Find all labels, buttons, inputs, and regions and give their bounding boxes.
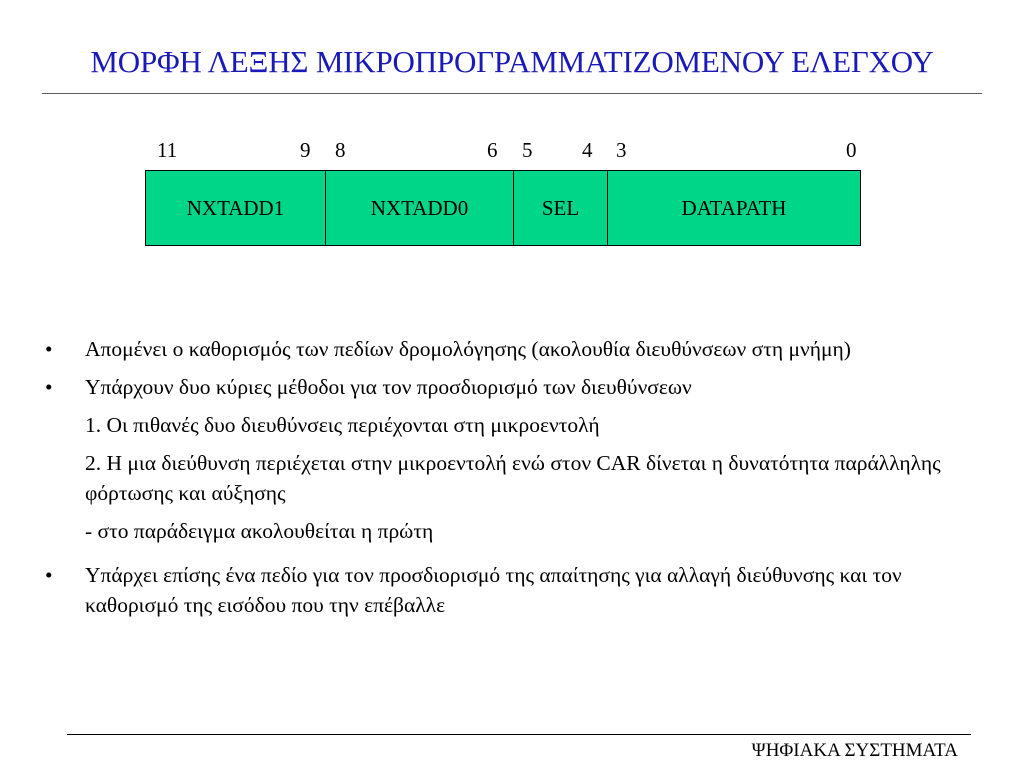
bit-label-5: 5 (522, 138, 533, 162)
footer-label: ΨΗΦΙΑΚΑ ΣΥΣΤΗΜΑΤΑ (751, 740, 958, 761)
bullet-item (45, 560, 975, 620)
bullet-item (45, 334, 975, 364)
bullet-text: Απομένει ο καθορισμός των πεδίων δρομολόγησης (ακολουθία διευθύνσεων στη μνήμη) (85, 337, 851, 361)
bullet-marker: • (45, 337, 53, 361)
field-sel: SEL (514, 171, 608, 245)
bit-label-9: 9 (300, 138, 311, 162)
bullet-marker: • (45, 375, 53, 399)
sub-item (45, 448, 975, 508)
bullet-text: Υπάρχουν δυο κύριες μέθοδοι για τον προσδιορισμό των διευθύνσεων (85, 375, 692, 399)
sub-item-text: 2. Η μια διεύθυνση περιέχεται στην μικροεντολή ενώ στον CAR δίνεται η δυνατότητα παράλληλης φόρτωσης και αύξησης (85, 451, 941, 505)
bullet-marker: • (45, 563, 53, 587)
bit-label-11: 11 (157, 138, 178, 162)
sub-item-text: 1. Οι πιθανές δυο διευθύνσεις περιέχονται στη μικροεντολή (85, 413, 600, 437)
sub-item (45, 516, 975, 546)
slide-title: ΜΟΡΦΗ ΛΕΞΗΣ ΜΙΚΡΟΠΡΟΓΡΑΜΜΑΤΙΖΟΜΕΝΟΥ ΕΛΕΓΧΟΥ (90, 44, 934, 79)
sub-item (45, 410, 975, 440)
field-nxtadd1: NXTADD1 (146, 171, 326, 245)
field-datapath: DATAPATH (681, 195, 787, 220)
bullet-item (45, 372, 975, 402)
title-divider (42, 93, 982, 94)
bit-label-4: 4 (582, 138, 593, 162)
bit-label-3: 3 (616, 138, 627, 162)
microinstruction-word-format (145, 170, 861, 246)
sub-item-text: - στο παράδειγμα ακολουθείται η πρώτη (85, 519, 434, 543)
bullet-list (45, 334, 975, 620)
footer-divider (67, 734, 971, 735)
bit-label-0: 0 (846, 138, 857, 162)
bit-label-6: 6 (487, 138, 498, 162)
bullet-text: Υπάρχει επίσης ένα πεδίο για τον προσδιορισμό της απαίτησης για αλλαγή διεύθυνσης και τον καθορισμό της εισόδου που την επέβαλλε (85, 563, 902, 617)
field-nxtadd0: NXTADD0 (326, 171, 514, 245)
bit-label-8: 8 (335, 138, 346, 162)
